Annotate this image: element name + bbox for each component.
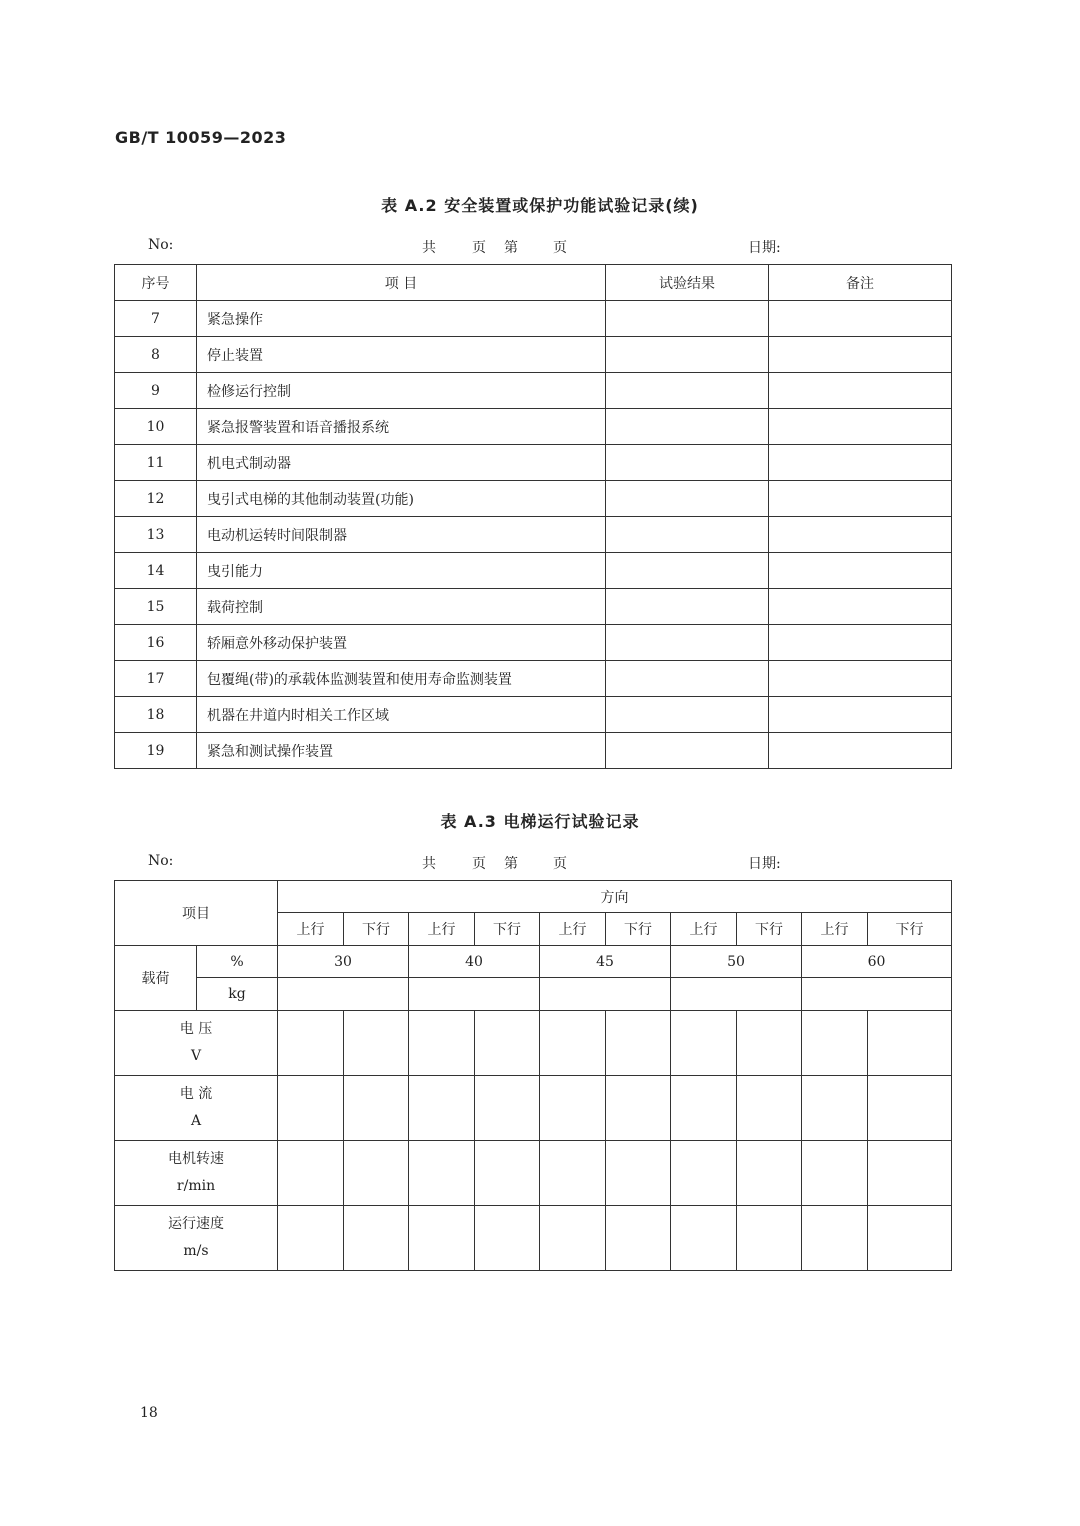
result-cell — [606, 589, 769, 625]
a2-ye1: 页 — [472, 240, 486, 256]
data-cell — [868, 1141, 952, 1206]
table-row — [115, 373, 952, 409]
remark-cell — [769, 337, 952, 373]
a2-ye2: 页 — [553, 240, 567, 256]
dir-down: 下行 — [344, 913, 409, 946]
data-cell — [409, 1076, 475, 1141]
data-cell — [606, 1011, 671, 1076]
remark-cell — [769, 625, 952, 661]
measure-row — [115, 1076, 952, 1141]
kg-cell — [540, 978, 671, 1011]
data-cell — [278, 1011, 344, 1076]
result-cell — [606, 661, 769, 697]
load-percent-value: 50 — [671, 946, 802, 978]
load-kg-row — [115, 978, 952, 1011]
row-seq: 7 — [115, 301, 197, 337]
row-seq: 19 — [115, 733, 197, 769]
header-remark: 备注 — [769, 265, 952, 301]
result-cell — [606, 445, 769, 481]
remark-cell — [769, 661, 952, 697]
dir-down: 下行 — [475, 913, 540, 946]
row-seq: 16 — [115, 625, 197, 661]
data-cell — [671, 1206, 737, 1271]
measure-unit: r/min — [176, 1178, 216, 1194]
row-item: 检修运行控制 — [197, 373, 606, 409]
dir-down: 下行 — [868, 913, 952, 946]
measure-name: 电机转速 — [168, 1151, 224, 1167]
a3-ye1: 页 — [472, 856, 486, 872]
load-label: 载荷 — [115, 946, 197, 1011]
data-cell — [606, 1206, 671, 1271]
table-a3-title: 表 A.3 电梯运行试验记录 — [440, 812, 640, 831]
table-a3 — [114, 880, 952, 1271]
data-cell — [475, 1141, 540, 1206]
result-cell — [606, 409, 769, 445]
measure-name: 电 流 — [179, 1086, 213, 1102]
table-a2 — [114, 264, 952, 769]
header-seq: 序号 — [115, 265, 197, 301]
measure-row — [115, 1011, 952, 1076]
row-item: 紧急报警装置和语音播报系统 — [197, 409, 606, 445]
data-cell — [868, 1206, 952, 1271]
data-cell — [540, 1011, 606, 1076]
load-percent-value: 60 — [802, 946, 952, 978]
row-item: 包覆绳(带)的承载体监测装置和使用寿命监测装置 — [197, 661, 606, 697]
result-cell — [606, 697, 769, 733]
measure-name: 电 压 — [179, 1021, 213, 1037]
data-cell — [475, 1076, 540, 1141]
data-cell — [737, 1011, 802, 1076]
measure-label — [115, 1141, 278, 1206]
kg-cell — [278, 978, 409, 1011]
row-item: 紧急和测试操作装置 — [197, 733, 606, 769]
kg-cell — [671, 978, 802, 1011]
kg-cell — [802, 978, 952, 1011]
measure-row — [115, 1141, 952, 1206]
load-percent-value: 40 — [409, 946, 540, 978]
row-seq: 14 — [115, 553, 197, 589]
data-cell — [802, 1011, 868, 1076]
row-item: 机电式制动器 — [197, 445, 606, 481]
standard-code: GB/T 10059—2023 — [115, 128, 287, 147]
data-cell — [671, 1011, 737, 1076]
row-item: 紧急操作 — [197, 301, 606, 337]
table-row — [115, 733, 952, 769]
a2-gong: 共 — [422, 240, 436, 256]
a3-date-label: 日期: — [748, 856, 781, 872]
header-item: 项 目 — [197, 265, 606, 301]
a3-ye2: 页 — [553, 856, 567, 872]
measure-unit: V — [190, 1048, 202, 1064]
data-cell — [802, 1076, 868, 1141]
data-cell — [868, 1011, 952, 1076]
remark-cell — [769, 697, 952, 733]
data-cell — [671, 1076, 737, 1141]
result-cell — [606, 301, 769, 337]
remark-cell — [769, 517, 952, 553]
a3-gong: 共 — [422, 856, 436, 872]
table-row — [115, 553, 952, 589]
data-cell — [737, 1141, 802, 1206]
table-row — [115, 625, 952, 661]
remark-cell — [769, 553, 952, 589]
measure-label — [115, 1076, 278, 1141]
result-cell — [606, 625, 769, 661]
row-seq: 12 — [115, 481, 197, 517]
result-cell — [606, 517, 769, 553]
percent-unit: % — [197, 946, 278, 978]
a2-di: 第 — [504, 240, 518, 256]
data-cell — [802, 1141, 868, 1206]
measure-label — [115, 1011, 278, 1076]
result-cell — [606, 553, 769, 589]
a3-di: 第 — [504, 856, 518, 872]
remark-cell — [769, 301, 952, 337]
dir-up: 上行 — [540, 913, 606, 946]
data-cell — [671, 1141, 737, 1206]
row-seq: 8 — [115, 337, 197, 373]
row-item: 载荷控制 — [197, 589, 606, 625]
a3-header-row-1 — [115, 881, 952, 913]
data-cell — [475, 1011, 540, 1076]
data-cell — [737, 1206, 802, 1271]
data-cell — [409, 1011, 475, 1076]
table-row — [115, 697, 952, 733]
data-cell — [540, 1141, 606, 1206]
table-row — [115, 589, 952, 625]
data-cell — [278, 1076, 344, 1141]
dir-up: 上行 — [671, 913, 737, 946]
row-item: 机器在井道内时相关工作区域 — [197, 697, 606, 733]
table-row — [115, 517, 952, 553]
result-cell — [606, 733, 769, 769]
data-cell — [737, 1076, 802, 1141]
measure-label — [115, 1206, 278, 1271]
data-cell — [409, 1206, 475, 1271]
load-percent-value: 30 — [278, 946, 409, 978]
table-row — [115, 445, 952, 481]
result-cell — [606, 337, 769, 373]
row-seq: 18 — [115, 697, 197, 733]
result-cell — [606, 481, 769, 517]
measure-unit: m/s — [183, 1243, 209, 1259]
measure-name: 运行速度 — [168, 1216, 224, 1232]
dir-up: 上行 — [278, 913, 344, 946]
data-cell — [475, 1206, 540, 1271]
dir-up: 上行 — [802, 913, 868, 946]
page-number: 18 — [140, 1405, 158, 1421]
load-percent-value: 45 — [540, 946, 671, 978]
load-percent-row — [115, 946, 952, 978]
data-cell — [278, 1141, 344, 1206]
remark-cell — [769, 445, 952, 481]
row-seq: 11 — [115, 445, 197, 481]
data-cell — [540, 1206, 606, 1271]
row-item: 电动机运转时间限制器 — [197, 517, 606, 553]
data-cell — [344, 1141, 409, 1206]
data-cell — [344, 1206, 409, 1271]
measure-unit: A — [190, 1113, 202, 1129]
remark-cell — [769, 733, 952, 769]
a3-no-label: No: — [148, 853, 174, 869]
row-item: 停止装置 — [197, 337, 606, 373]
header-result: 试验结果 — [606, 265, 769, 301]
a2-no-label: No: — [148, 237, 174, 253]
remark-cell — [769, 409, 952, 445]
a2-date-label: 日期: — [748, 240, 781, 256]
data-cell — [278, 1206, 344, 1271]
result-cell — [606, 373, 769, 409]
data-cell — [868, 1076, 952, 1141]
row-item: 曳引能力 — [197, 553, 606, 589]
table-row — [115, 409, 952, 445]
row-seq: 15 — [115, 589, 197, 625]
measure-row — [115, 1206, 952, 1271]
dir-down: 下行 — [737, 913, 802, 946]
remark-cell — [769, 589, 952, 625]
row-seq: 10 — [115, 409, 197, 445]
table-row — [115, 481, 952, 517]
data-cell — [540, 1076, 606, 1141]
data-cell — [344, 1076, 409, 1141]
remark-cell — [769, 373, 952, 409]
table-row — [115, 661, 952, 697]
table-row — [115, 337, 952, 373]
row-item: 曳引式电梯的其他制动装置(功能) — [197, 481, 606, 517]
dir-up: 上行 — [409, 913, 475, 946]
header-direction: 方向 — [278, 881, 952, 913]
data-cell — [409, 1141, 475, 1206]
row-seq: 9 — [115, 373, 197, 409]
kg-unit: kg — [197, 978, 278, 1011]
kg-cell — [409, 978, 540, 1011]
data-cell — [606, 1076, 671, 1141]
data-cell — [606, 1141, 671, 1206]
dir-down: 下行 — [606, 913, 671, 946]
remark-cell — [769, 481, 952, 517]
table-a2-title: 表 A.2 安全装置或保护功能试验记录(续) — [381, 196, 699, 215]
table-a2-header-row — [115, 265, 952, 301]
header-item: 项目 — [115, 881, 278, 946]
table-row — [115, 301, 952, 337]
data-cell — [802, 1206, 868, 1271]
row-seq: 17 — [115, 661, 197, 697]
row-item: 轿厢意外移动保护装置 — [197, 625, 606, 661]
data-cell — [344, 1011, 409, 1076]
row-seq: 13 — [115, 517, 197, 553]
